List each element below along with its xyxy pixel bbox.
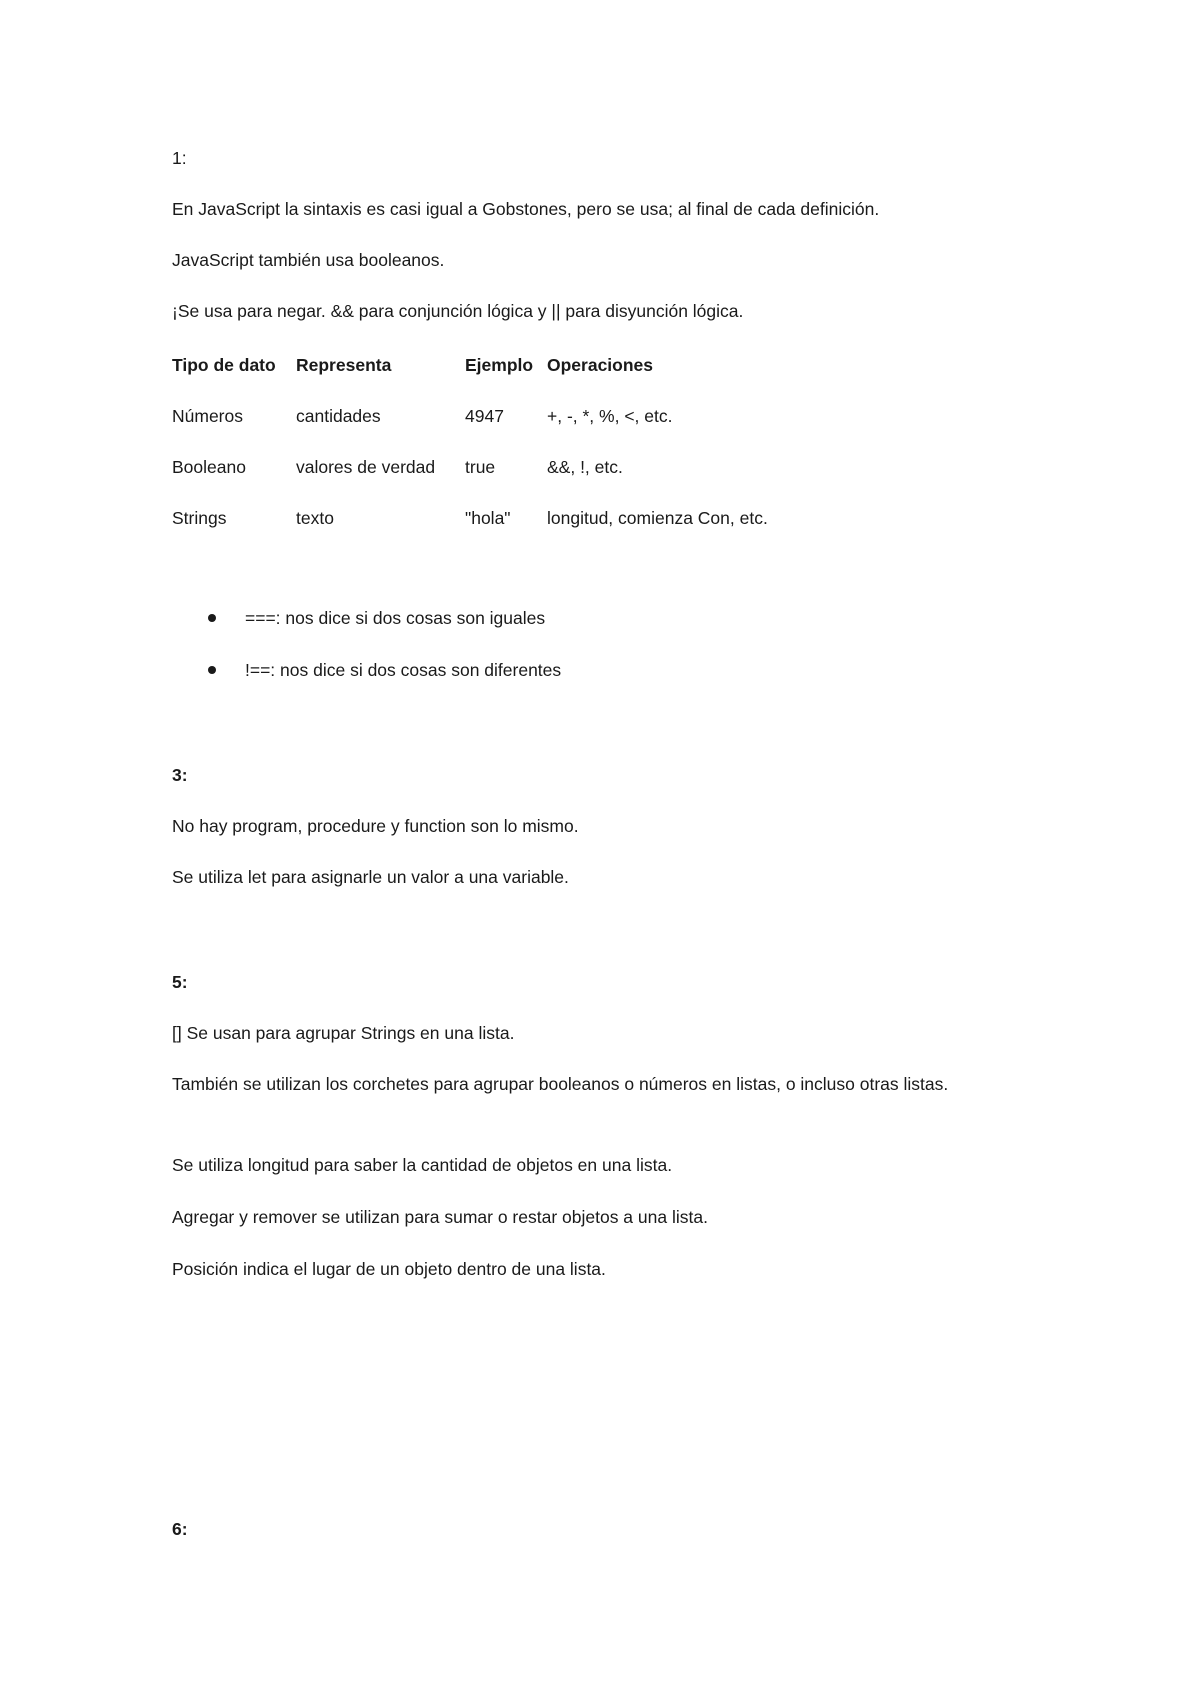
table-cell: texto [296, 508, 334, 528]
section-1-paragraph-2: JavaScript también usa booleanos. [172, 250, 445, 270]
section-3-heading: 3: [172, 765, 188, 785]
table-cell: Booleano [172, 457, 246, 477]
table-cell: cantidades [296, 406, 381, 426]
section-5-paragraph-5: Posición indica el lugar de un objeto dentro de una lista. [172, 1259, 606, 1279]
table-cell: &&, !, etc. [547, 457, 623, 477]
list-item: !==: nos dice si dos cosas son diferentes [245, 660, 562, 680]
table-cell: valores de verdad [296, 457, 436, 477]
table-header-cell: Operaciones [547, 355, 654, 375]
table-cell: Strings [172, 508, 227, 528]
table-cell: +, -, *, %, <, etc. [547, 406, 673, 426]
section-1-heading: 1: [172, 148, 187, 168]
table-header-cell: Representa [296, 355, 392, 375]
table-header-cell: Tipo de dato [172, 355, 276, 375]
section-1-paragraph-3: ¡Se usa para negar. && para conjunción lógica y || para disyunción lógica. [172, 301, 744, 321]
bullet-icon [208, 614, 216, 622]
bullet-icon [208, 666, 216, 674]
table-cell: "hola" [465, 508, 511, 528]
section-1-paragraph-1: En JavaScript la sintaxis es casi igual a Gobstones, pero se usa; al final de cada definición. [172, 199, 880, 219]
table-cell: Números [172, 406, 243, 426]
list-item: ===: nos dice si dos cosas son iguales [245, 608, 546, 628]
table-cell: true [465, 457, 496, 477]
table-cell: 4947 [465, 406, 504, 426]
section-5-paragraph-2: También se utilizan los corchetes para agrupar booleanos o números en listas, o incluso otras listas. [172, 1074, 949, 1094]
section-3-paragraph-2: Se utiliza let para asignarle un valor a una variable. [172, 867, 569, 887]
section-5-paragraph-4: Agregar y remover se utilizan para sumar o restar objetos a una lista. [172, 1207, 708, 1227]
table-cell: longitud, comienza Con, etc. [547, 508, 768, 528]
table-header-cell: Ejemplo [465, 355, 534, 375]
section-5-paragraph-3: Se utiliza longitud para saber la cantidad de objetos en una lista. [172, 1155, 673, 1175]
section-6-heading: 6: [172, 1519, 188, 1539]
section-3-paragraph-1: No hay program, procedure y function son lo mismo. [172, 816, 579, 836]
section-5-heading: 5: [172, 972, 188, 992]
section-5-paragraph-1: [] Se usan para agrupar Strings en una lista. [172, 1023, 515, 1043]
